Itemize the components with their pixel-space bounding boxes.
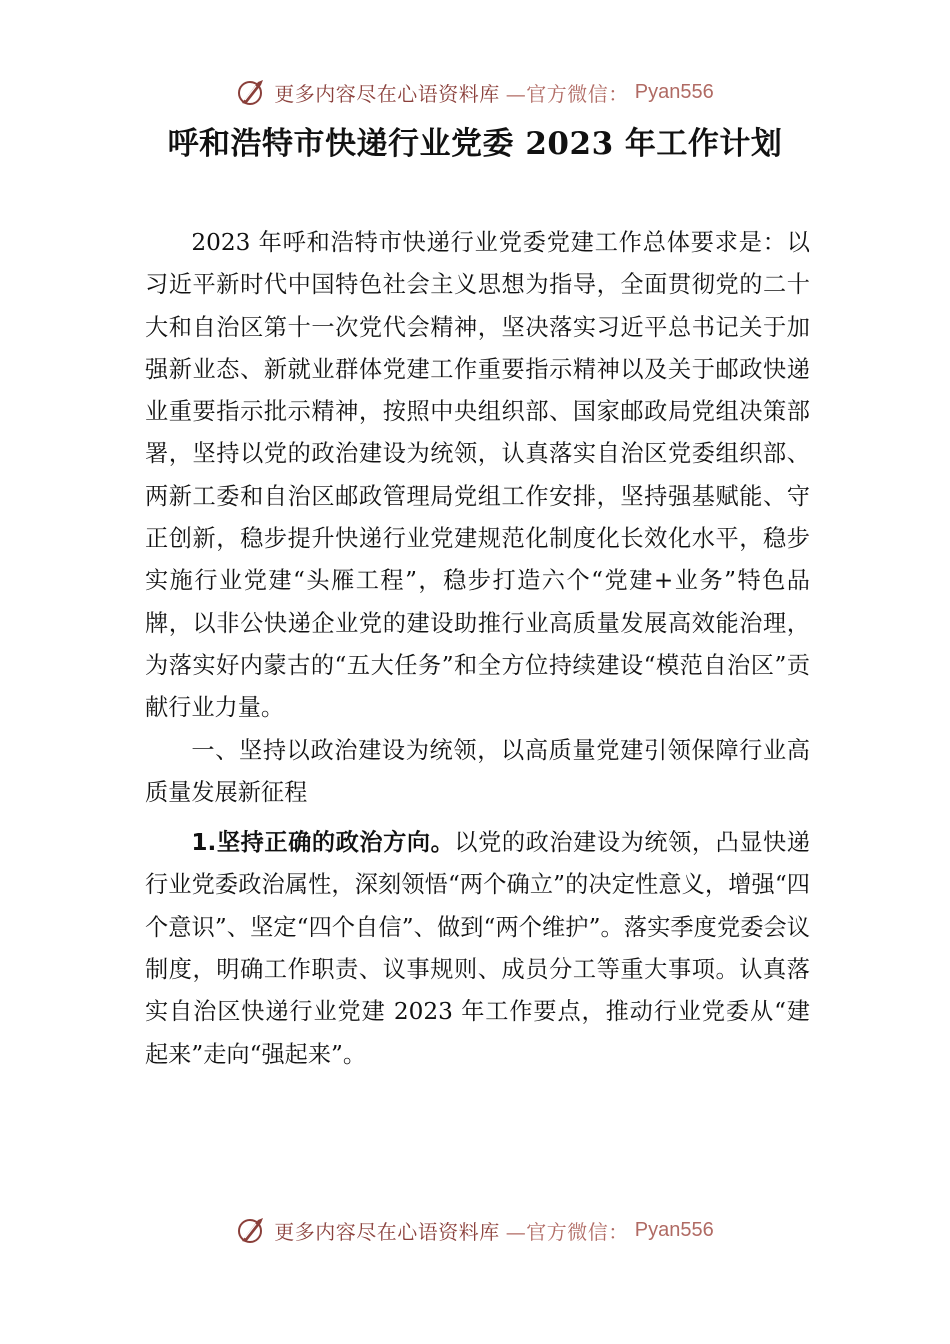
- document-title: 呼和浩特市快递行业党委 2023 年工作计划: [167, 126, 783, 162]
- header-watermark: [0, 72, 950, 112]
- item-1-paragraph: [145, 822, 810, 1076]
- document-body: [145, 222, 810, 1076]
- footer-watermark: [0, 1210, 950, 1250]
- watermark-sub-text: —官方微信：: [505, 81, 629, 106]
- watermark-main-text: 更多内容尽在心语资料库: [274, 1219, 500, 1244]
- watermark-id-text: Pyan556: [634, 1218, 714, 1241]
- intro-paragraph: 2023 年呼和浩特市快递行业党委党建工作总体要求是：以习近平新时代中国特色社会主义思想为指导，全面贯彻党的二十大和自治区第十一次党代会精神，坚决落实习近平总书记关于加强新业态、新就业群体党建工作重要指示精神以及关于邮政快递业重要指示批示精神，按照中央组织部、国家邮政局党组决策部署，坚持以党的政治建设为统领，认真落实自治区党委组织部、两新工委和自治区邮政管理局党组工作安排，坚持强基赋能、守正创新，稳步提升快递行业党建规范化制度化长效化水平，稳步实施行业党建“头雁工程”，稳步打造六个“党建+业务”特色品牌，以非公快递企业党的建设助推行业高质量发展高效能治理，为落实好内蒙古的“五大任务”和全方位持续建设“模范自治区”贡献行业力量。: [145, 229, 810, 722]
- watermark-sub-text: —官方微信：: [505, 1219, 629, 1244]
- quill-pen-logo-icon: [236, 76, 268, 108]
- item-1-lead: 1.坚持正确的政治方向。: [191, 829, 455, 857]
- item-1-body: 以党的政治建设为统领，凸显快递行业党委政治属性，深刻领悟“两个确立”的决定性意义，增强“四个意识”、坚定“四个自信”、做到“两个维护”。落实季度党委会议制度，明确工作职责、议事规则、成员分工等重大事项。认真落实自治区快递行业党建 2023 年工作要点，推动行业党委从“建起来”走向“强起来”。: [145, 829, 810, 1068]
- watermark-id-text: Pyan556: [634, 80, 714, 103]
- quill-pen-logo-icon: [236, 1214, 268, 1246]
- section-heading-1: 一、坚持以政治建设为统领，以高质量党建引领保障行业高质量发展新征程: [145, 736, 810, 806]
- watermark-main-text: 更多内容尽在心语资料库: [274, 81, 500, 106]
